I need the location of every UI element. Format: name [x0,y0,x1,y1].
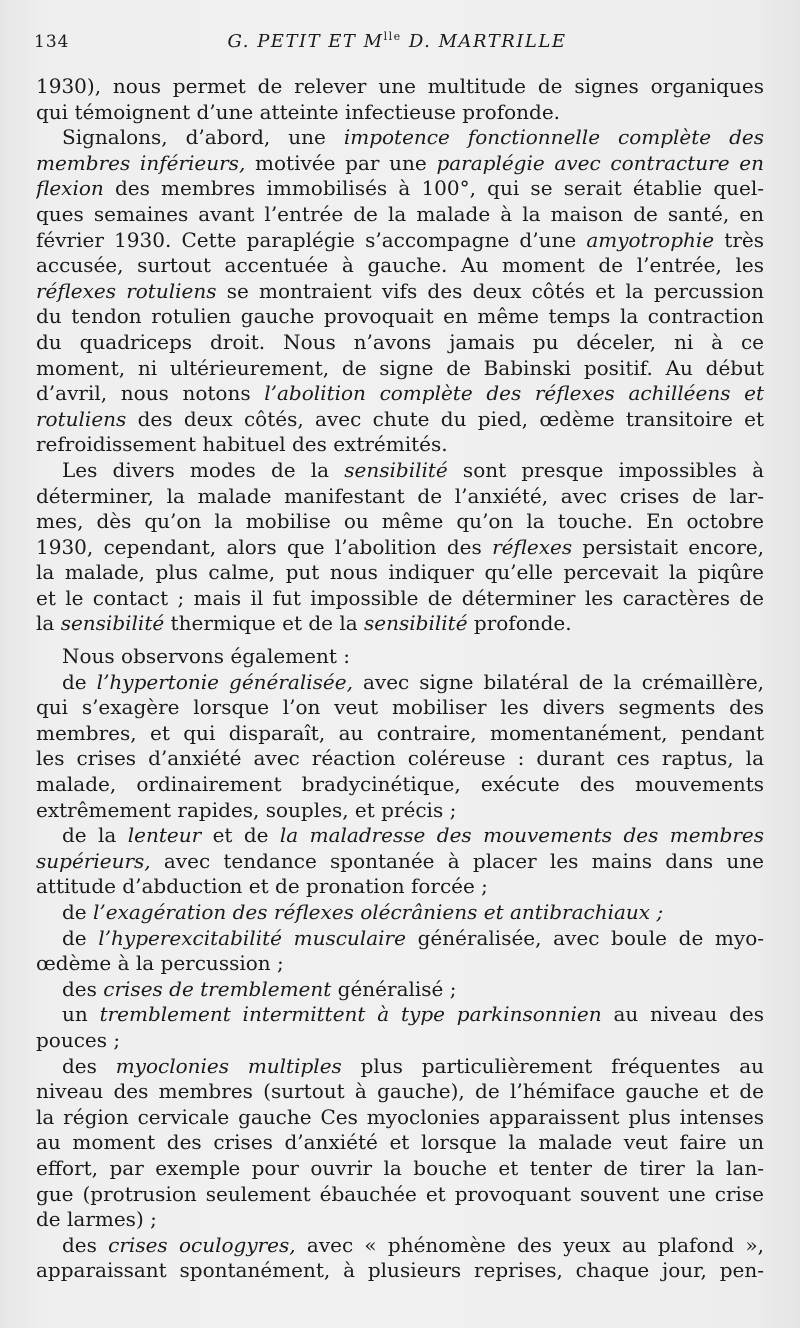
text-line: effort, par exemple pour ouvrir la bouche et tenter de tirer la lan- [36,1155,764,1180]
italic-phrase: flexion [36,176,104,201]
italic-phrase: lenteur [127,823,202,848]
text-line: et le contact ; mais il fut impossible de déterminer les caractères de [36,585,764,610]
text-line: des myoclonies multiples plus particulièrement fréquentes au [62,1053,764,1078]
body-text [36,74,764,1284]
text-line: du tendon rotulien gauche provoquait en même temps la contraction [36,304,764,329]
text-line: les crises d’anxiété avec réaction coléreuse : durant ces raptus, la [36,746,764,771]
italic-phrase: supérieurs, [36,848,151,873]
text-line: rotuliens des deux côtés, avec chute du pied, œdème transitoire et [36,406,764,431]
text-line: membres inférieurs, motivée par une paraplégie avec contracture en [36,150,764,175]
italic-phrase: sensibilité [364,611,468,636]
text-line: ques semaines avant l’entrée de la malade à la maison de santé, en [36,201,764,226]
text-line: qui témoignent d’une atteinte infectieuse profonde. [36,99,561,124]
running-title-authors: G. PETIT ET M [227,31,384,52]
text-line: Nous observons également : [62,644,350,669]
italic-phrase: l’abolition complète des réflexes achilléens et [264,381,764,406]
italic-phrase: membres inférieurs, [36,150,246,175]
text-line: apparaissant spontanément, à plusieurs reprises, chaque jour, pen- [36,1258,764,1283]
running-title-author-second: D. MARTRILLE [401,31,567,52]
text-line: refroidissement habituel des extrémités. [36,432,448,457]
text-line: déterminer, la malade manifestant de l’anxiété, avec crises de lar- [36,483,764,508]
text-line: malade, ordinairement bradycinétique, exécute des mouvements [36,772,764,797]
italic-phrase: rotuliens [126,278,217,303]
text-line: œdème à la percussion ; [36,951,284,976]
text-line: flexion des membres immobilisés à 100°, qui se serait établie quel- [36,176,764,201]
text-line: Signalons, d’abord, une impotence fonctionnelle complète des [62,125,764,150]
page-number: 134 [34,32,70,52]
text-line: pouces ; [36,1027,121,1052]
paragraph-gap [36,637,764,644]
text-line: qui s’exagère lorsque l’on veut mobiliser les divers segments des [36,695,764,720]
italic-phrase: paraplégie avec contracture en [436,150,764,175]
text-line: des crises oculogyres, avec « phénomène des yeux au plafond », [62,1232,764,1257]
text-line: d’avril, nous notons l’abolition complète des réflexes achilléens et [36,381,764,406]
text-line: supérieurs, avec tendance spontanée à placer les mains dans une [36,848,764,873]
italic-phrase: l’hypertonie généralisée, [96,669,353,694]
italic-phrase: amyotrophie [586,227,715,252]
italic-phrase: sensibilité [344,457,448,482]
italic-phrase: sensibilité [60,611,165,636]
text-line: moment, ni ultérieurement, de signe de Babinski positif. Au début [36,355,764,380]
italic-phrase: rotuliens [36,406,127,431]
text-line: de la lenteur et de la maladresse des mouvements des membres [62,823,764,848]
running-title-superscript: lle [383,30,402,43]
text-line: mes, dès qu’on la mobilise ou même qu’on la touche. En octobre [36,509,764,534]
italic-phrase: tremblement intermittent à type parkinsonnien [99,1002,602,1027]
text-line: du quadriceps droit. Nous n’avons jamais pu déceler, ni à ce [36,329,764,354]
text-line: au moment des crises d’anxiété et lorsque la malade veut faire un [36,1130,764,1155]
text-line: niveau des membres (surtout à gauche), de l’hémiface gauche et de [36,1079,764,1104]
text-line: février 1930. Cette paraplégie s’accompagne d’une amyotrophie très [36,227,764,252]
italic-phrase: l’exagération des réflexes olécrâniens et antibrachiaux ; [93,900,664,924]
text-line: gue (protrusion seulement ébauchée et provoquant souvent une crise [36,1181,764,1206]
text-line: 1930, cependant, alors que l’abolition des réflexes persistait encore, [36,534,764,559]
italic-phrase: myoclonies multiples [115,1053,342,1078]
text-line: de l’exagération des réflexes olécrâniens et antibrachiaux ; [62,900,664,924]
text-line: attitude d’abduction et de pronation forcée ; [36,874,488,899]
italic-phrase: impotence fonctionnelle complète des [343,125,764,150]
text-line: Les divers modes de la sensibilité sont presque impossibles à [62,457,764,482]
italic-phrase: crises de tremblement [103,976,332,1001]
text-line: 1930), nous permet de relever une multitude de signes organiques [36,74,764,98]
running-title [34,30,760,52]
text-line: des crises de tremblement généralisé ; [62,976,457,1001]
text-line: extrêmement rapides, souples, et précis ; [36,797,457,822]
text-line: la malade, plus calme, put nous indiquer qu’elle percevait la piqûre [36,560,764,585]
italic-phrase: réflexes [36,278,116,303]
text-line: de larmes) ; [36,1207,157,1232]
italic-phrase: réflexes [492,534,573,559]
text-line: accusée, surtout accentuée à gauche. Au moment de l’entrée, les [36,253,764,278]
text-line: la région cervicale gauche Ces myoclonies apparaissent plus intenses [36,1104,764,1129]
italic-phrase: la maladresse des mouvements des membres [279,823,764,848]
text-line: un tremblement intermittent à type parkinsonnien au niveau des [62,1002,764,1027]
text-line: réflexes rotuliens se montraient vifs des deux côtés et la percussion [36,278,764,303]
italic-phrase: l’hyperexcitabilité musculaire [98,925,406,950]
text-line: membres, et qui disparaît, au contraire, momentanément, pendant [36,720,764,745]
page-header [34,28,760,58]
text-line: de l’hyperexcitabilité musculaire généralisée, avec boule de myo- [62,925,764,950]
text-line: de l’hypertonie généralisée, avec signe bilatéral de la crémaillère, [62,669,764,694]
text-line: la sensibilité thermique et de la sensibilité profonde. [36,611,572,636]
italic-phrase: crises oculogyres, [108,1232,296,1257]
